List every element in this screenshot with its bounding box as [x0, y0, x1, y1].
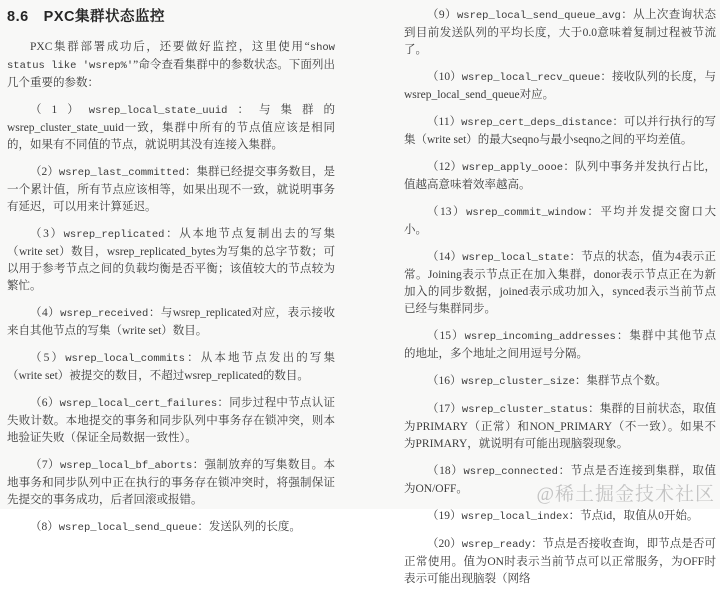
item-number: （10）	[427, 71, 462, 83]
item-number: （15）	[427, 330, 465, 342]
item-description: ：集群的目前状态，取值为PRIMARY（正常）和NON_PRIMARY（不一致）。如果不为PRIMARY，就说明有可能出现脑裂现象。	[404, 403, 716, 450]
item-number: （5）	[30, 352, 66, 364]
param-name: wsrep_last_committed	[58, 167, 185, 179]
param-name: wsrep_cluster_status	[461, 404, 588, 416]
param-name: wsrep_local_index	[461, 511, 569, 523]
param-name: wsrep_local_send_queue	[58, 522, 198, 534]
item-number: （19）	[427, 510, 462, 522]
item-number: （17）	[427, 403, 462, 415]
intro-text-after: ”命令查看集群中的参数状态。下面列出几个重要的参数：	[7, 59, 335, 89]
item-description: ：集群已经提交事务数目，是一个累计值，所有节点应该相等，如果出现不一致，就说明事务有延迟，可以用来计算延迟。	[7, 166, 336, 213]
list-item	[404, 508, 716, 526]
item-description: ：接收队列的长度，与wsrep_local_send_queue对应。	[404, 71, 716, 101]
intro-paragraph	[7, 39, 335, 92]
item-description: ：从本地节点复制出去的写集（write set）数目，wsrep_replicated_bytes为写集的总字节数；可以用于参考节点之间的负载均衡是否平衡；该值较大的节点较为繁忙。	[7, 228, 336, 292]
watermark: @稀土掘金技术社区	[536, 484, 715, 505]
param-name: wsrep_cluster_size	[461, 376, 575, 388]
list-item	[7, 102, 335, 154]
param-name: wsrep_local_cert_failures	[59, 398, 218, 410]
item-description: ：队列中事务并发执行占比，值越高意味着效率越高。	[404, 161, 717, 191]
list-item	[7, 395, 335, 447]
param-name: wsrep_connected	[463, 466, 558, 478]
param-name: wsrep_local_state_uuid	[88, 105, 228, 117]
item-number: （4）	[30, 307, 61, 319]
right-column	[404, 0, 716, 598]
item-number: （8）	[30, 521, 59, 533]
item-number: （11）	[427, 116, 462, 128]
item-number: （2）	[30, 166, 59, 178]
item-number: （20）	[427, 538, 462, 550]
left-column	[7, 0, 335, 547]
list-item	[404, 328, 716, 363]
list-item	[7, 519, 335, 537]
list-item	[7, 350, 335, 385]
param-name: wsrep_incoming_addresses	[464, 331, 616, 343]
param-name: wsrep_local_recv_queue	[461, 72, 601, 84]
param-name: wsrep_replicated	[63, 229, 165, 241]
list-item	[7, 305, 335, 340]
item-number: （3）	[30, 228, 64, 240]
list-item	[404, 69, 716, 104]
list-item	[404, 249, 716, 318]
param-name: wsrep_cert_deps_distance	[461, 117, 613, 129]
param-name: wsrep_local_commits	[65, 353, 185, 365]
item-number: （14）	[427, 251, 463, 263]
item-description: ：集群节点个数。	[574, 375, 667, 387]
item-description: ：平均并发提交窗口大小。	[404, 206, 716, 236]
item-description: ：节点的状态，值为4表示正常。Joining表示节点正在加入集群，donor表示节点正在为新加入的同步数据，joined表示成功加入，synced表示当前节点已经与集群同步。	[404, 251, 717, 315]
parameter-list-left	[7, 102, 335, 537]
item-number: （6）	[30, 397, 60, 409]
intro-text-before: PXC集群部署成功后，还要做好监控，这里使用“	[30, 41, 310, 53]
item-description: ：节点是否连接到集群，取值为ON/OFF。	[404, 465, 717, 495]
param-name: wsrep_local_send_queue_avg	[456, 10, 621, 22]
list-item	[404, 159, 716, 194]
list-item	[7, 164, 335, 216]
param-name: wsrep_received	[60, 308, 149, 320]
item-description: ：集群中其他节点的地址，多个地址之间用逗号分隔。	[404, 330, 717, 360]
list-item	[7, 457, 335, 509]
page-title: 8.6 PXC集群状态监控	[7, 9, 165, 25]
item-description: ：发送队列的长度。	[197, 521, 301, 533]
list-item	[7, 226, 335, 295]
param-name: wsrep_local_state	[462, 252, 570, 264]
item-number: （12）	[427, 161, 463, 173]
list-item	[404, 204, 716, 239]
param-name: wsrep_apply_oooe	[462, 162, 564, 174]
list-item	[404, 401, 716, 453]
list-item	[404, 7, 716, 59]
intro-command: show status like 'wsrep%'	[7, 42, 335, 72]
item-number: （16）	[427, 375, 462, 387]
item-description: ：与wsrep_replicated对应，表示接收来自其他节点的写集（write set）数目。	[7, 307, 336, 337]
item-description: ：与集群的wsrep_cluster_state_uuid一致，集群中所有的节点值应该是相同的，如果有不同值的节点，就说明其没有连接入集群。	[7, 104, 335, 151]
item-number: （18）	[427, 465, 464, 477]
item-number: （9）	[427, 9, 457, 21]
item-number: （7）	[30, 459, 60, 471]
item-description: ：节点是否接收查询，即节点是否可正常使用。值为ON时表示当前节点可以正常服务，为OFF时表示可能出现脑裂（网络	[404, 538, 716, 585]
param-name: wsrep_commit_window	[466, 207, 586, 219]
item-description: ：从上次查询状态到目前发送队列的平均长度，大于0.0意味着复制过程被节流了。	[404, 9, 717, 56]
item-description: ：强制放弃的写集数目。本地事务和同步队列中正在执行的事务存在锁冲突时，将强制保证先提交的事务成功，后者回滚或报错。	[7, 459, 336, 506]
item-description: ：同步过程中节点认证失败计数。本地提交的事务和同步队列中事务存在锁冲突，则本地验证失败（保证全局数据一致性）。	[7, 397, 335, 444]
param-name: wsrep_ready	[461, 539, 531, 551]
list-item	[404, 114, 716, 149]
item-number: （1）	[30, 104, 89, 116]
item-description: ：可以并行执行的写集（write set）的最大seqno与最小seqno之间的平均差值。	[404, 116, 716, 146]
item-description: ：节点id，取值从0开始。	[568, 510, 699, 522]
item-number: （13）	[427, 206, 467, 218]
item-description: ：从本地节点发出的写集（write set）被提交的数目，不超过wsrep_replicated的数目。	[7, 352, 336, 382]
param-name: wsrep_local_bf_aborts	[59, 460, 193, 472]
list-item	[404, 373, 716, 391]
list-item	[404, 536, 716, 588]
